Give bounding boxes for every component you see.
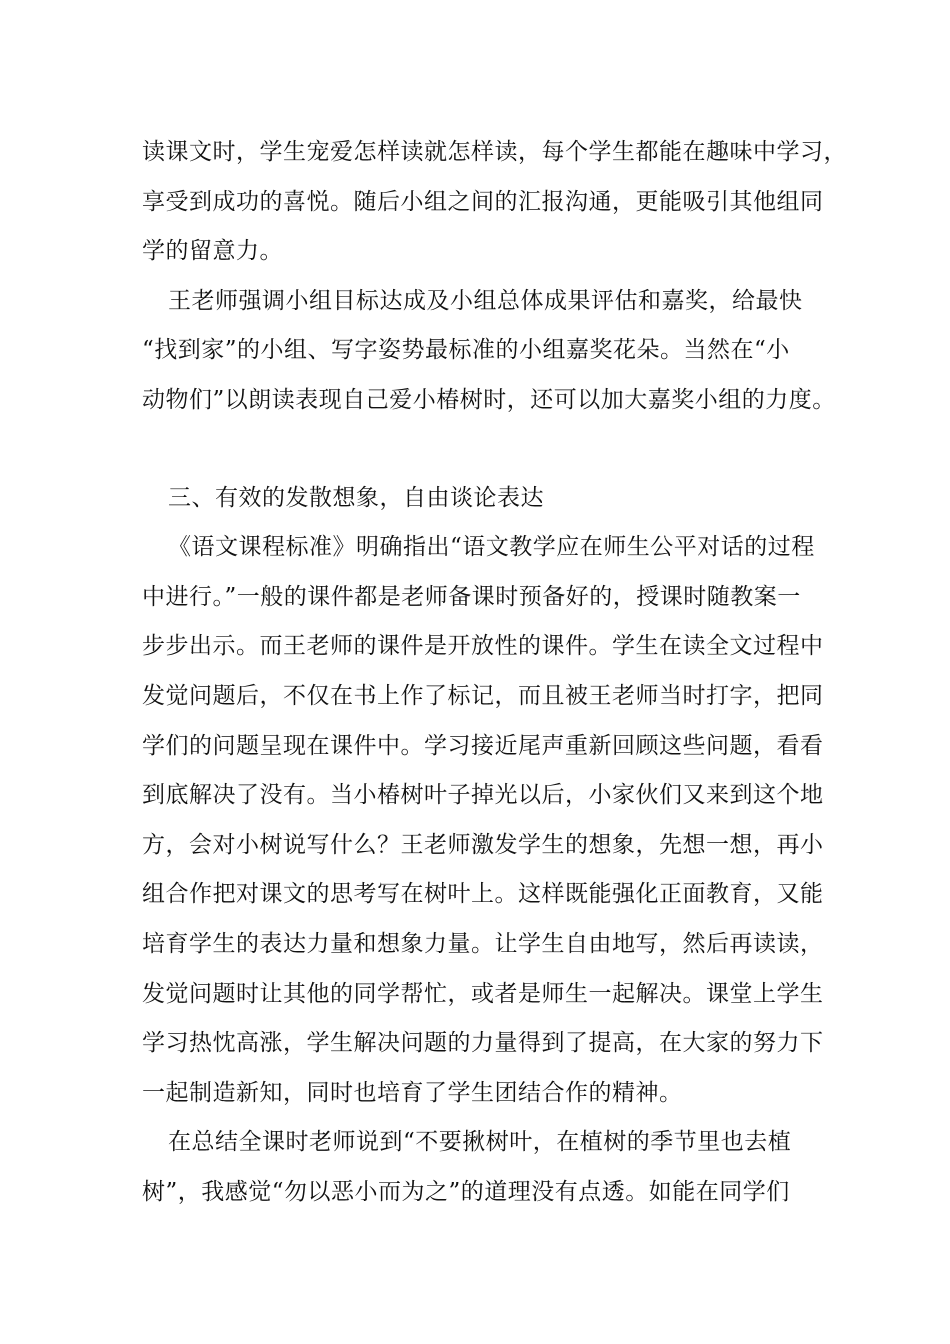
text-line: 学习热忱高涨，学生解决问题的力量得到了提高，在大家的努力下 — [142, 1030, 824, 1057]
text-line: 组合作把对课文的思考写在树叶上。这样既能强化正面教育，又能 — [142, 881, 824, 908]
paragraph-curriculum-standard — [142, 523, 822, 1118]
text-line: 在总结全课时老师说到“不要揪树叶，在植树的季节里也去植 — [168, 1129, 792, 1156]
document-body — [142, 128, 847, 1217]
text-line: 培育学生的表达力量和想象力量。让学生自由地写，然后再读读， — [142, 930, 824, 957]
text-line: 发觉问题时让其他的同学帮忙，或者是师生一起解决。课堂上学生 — [142, 980, 824, 1007]
text-line: 读课文时，学生宠爱怎样读就怎样读，每个学生都能在趣味中学习， — [142, 139, 847, 165]
text-line: 步步出示。而王老师的课件是开放性的课件。学生在读全文过程中 — [142, 633, 824, 660]
section-heading-text: 三、有效的发散想象，自由谈论表达 — [168, 484, 544, 511]
paragraph-lesson-summary — [142, 1118, 822, 1217]
paragraph-reading-aloud — [142, 128, 847, 277]
text-line: “找到家”的小组、写字姿势最标准的小组嘉奖花朵。当然在“小 — [142, 337, 790, 364]
paragraph-group-rewards — [142, 277, 836, 426]
text-line: 中进行。”一般的课件都是老师备课时预备好的，授课时随教案一 — [142, 583, 801, 610]
text-line: 方，会对小树说写什么？王老师激发学生的想象，先想一想，再小 — [142, 831, 824, 858]
text-line: 动物们”以朗读表现自己爱小椿树时，还可以加大嘉奖小组的力度。 — [142, 386, 836, 413]
text-line: 学们的问题呈现在课件中。学习接近尾声重新回顾这些问题，看看 — [142, 732, 824, 759]
section-heading — [142, 474, 822, 524]
text-line: 树”，我感觉“勿以恶小而为之”的道理没有点透。如能在同学们 — [142, 1178, 790, 1205]
text-line: 享受到成功的喜悦。随后小组之间的汇报沟通，更能吸引其他组同 — [142, 188, 824, 215]
text-line: 一起制造新知，同时也培育了学生团结合作的精神。 — [142, 1079, 683, 1106]
text-line: 王老师强调小组目标达成及小组总体成果评估和嘉奖，给最快 — [168, 287, 803, 314]
text-line: 学的留意力。 — [142, 238, 283, 265]
text-line: 发觉问题后，不仅在书上作了标记，而且被王老师当时打字，把同 — [142, 682, 824, 709]
text-line: 到底解决了没有。当小椿树叶子掉光以后，小家伙们又来到这个地 — [142, 782, 824, 809]
text-line: 《语文课程标准》明确指出“语文教学应在师生公平对话的过程 — [168, 534, 815, 561]
